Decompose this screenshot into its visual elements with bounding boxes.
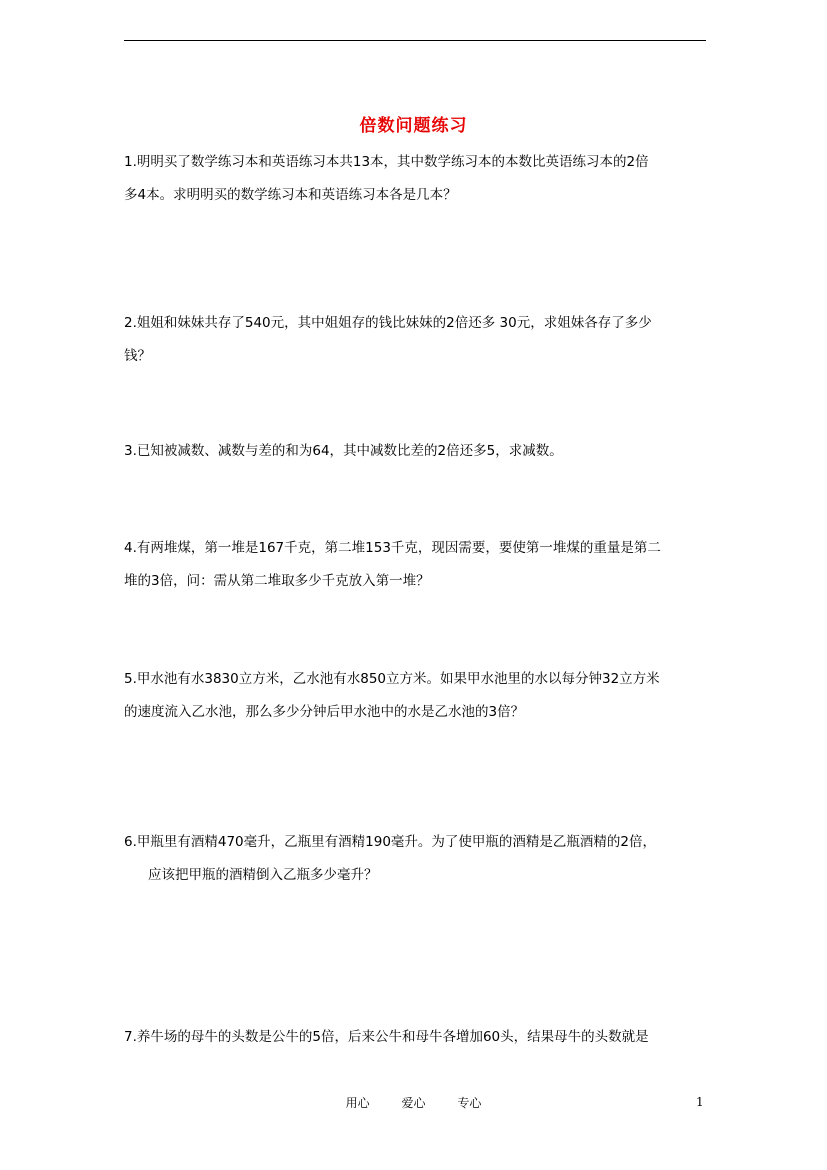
question-2-line-2: 钱？ xyxy=(124,348,151,364)
question-2 xyxy=(124,307,706,373)
footer-motto-1: 用心 xyxy=(345,1096,370,1110)
question-5-line-1: 5.甲水池有水3830立方米，乙水池有水850立方米。如果甲水池里的水以每分钟32立方米 xyxy=(124,671,660,687)
question-1 xyxy=(124,146,706,212)
page-number: 1 xyxy=(696,1095,704,1109)
question-4 xyxy=(124,532,706,598)
question-6 xyxy=(124,826,706,892)
header-rule xyxy=(124,40,706,41)
question-6-line-1: 6.甲瓶里有酒精470毫升，乙瓶里有酒精190毫升。为了使甲瓶的酒精是乙瓶酒精的2倍， xyxy=(124,834,657,850)
question-1-line-1: 1.明明买了数学练习本和英语练习本共13本，其中数学练习本的本数比英语练习本的2倍 xyxy=(124,154,649,170)
question-4-line-1: 4.有两堆煤，第一堆是167千克，第二堆153千克，现因需要，要使第一堆煤的重量是第二 xyxy=(124,540,661,556)
question-3 xyxy=(124,435,706,468)
question-7 xyxy=(124,1021,706,1054)
question-2-line-1: 2.姐姐和妹妹共存了540元，其中姐姐存的钱比妹妹的2倍还多 30元，求姐妹各存了多少 xyxy=(124,315,652,331)
document-title: 倍数问题练习 xyxy=(359,116,468,136)
question-3-line-1: 3.已知被减数、减数与差的和为64，其中减数比差的2倍还多5，求减数。 xyxy=(124,443,563,459)
question-5 xyxy=(124,663,706,729)
question-5-line-2: 的速度流入乙水池，那么多少分钟后甲水池中的水是乙水池的3倍？ xyxy=(124,704,525,720)
question-7-line-1: 7.养牛场的母牛的头数是公牛的5倍，后来公牛和母牛各增加60头，结果母牛的头数就是 xyxy=(124,1029,649,1045)
question-1-line-2: 多4本。求明明买的数学练习本和英语练习本各是几本？ xyxy=(124,187,457,203)
footer-motto-2: 爱心 xyxy=(401,1096,426,1110)
question-6-line-2: 应该把甲瓶的酒精倒入乙瓶多少毫升？ xyxy=(148,867,378,883)
question-4-line-2: 堆的3倍，问：需从第二堆取多少千克放入第一堆？ xyxy=(124,573,430,589)
footer-motto-3: 专心 xyxy=(457,1096,482,1110)
